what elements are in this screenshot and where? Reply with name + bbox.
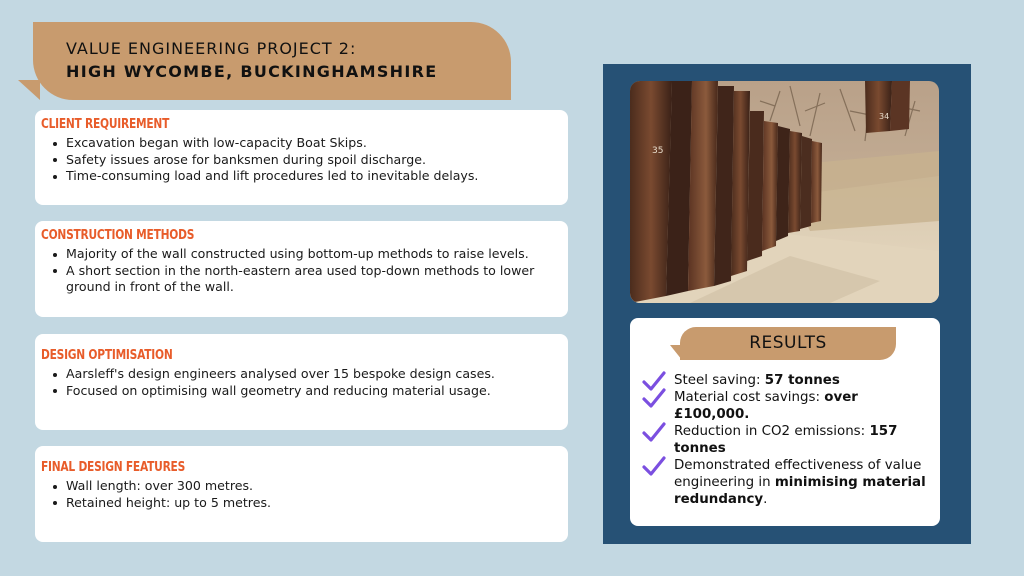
result-item-value-engineering: [642, 457, 932, 508]
title-banner-tail: [18, 80, 40, 100]
pile-mark: 35: [652, 146, 664, 156]
list-item: Retained height: up to 5 metres.: [51, 495, 558, 512]
title-banner: [33, 22, 511, 100]
sheet-pile-wall-photo: [630, 81, 939, 303]
results-heading: RESULTS: [680, 327, 896, 360]
bullet-list: [41, 246, 558, 296]
result-label: Steel saving:: [674, 373, 765, 388]
card-construction-methods: [35, 221, 568, 317]
bullet-list: [41, 478, 558, 511]
result-item-co2-reduction: [642, 423, 932, 457]
section-heading: CONSTRUCTION METHODS: [41, 228, 195, 243]
section-heading: CLIENT REQUIREMENT: [41, 117, 170, 132]
card-design-optimisation: [35, 334, 568, 430]
result-label: Reduction in CO2 emissions:: [674, 424, 870, 439]
result-suffix: .: [763, 492, 768, 507]
project-title: VALUE ENGINEERING PROJECT 2:: [66, 39, 357, 58]
section-heading: DESIGN OPTIMISATION: [41, 348, 173, 363]
section-heading: FINAL DESIGN FEATURES: [41, 460, 185, 475]
results-list: [642, 372, 932, 508]
checkmark-icon: [642, 421, 666, 443]
checkmark-icon: [642, 387, 666, 409]
pile-mark: 34: [879, 112, 890, 121]
list-item: Majority of the wall constructed using bottom-up methods to raise levels.: [51, 246, 558, 263]
list-item: A short section in the north-eastern area used top-down methods to lower ground in front of the wall.: [51, 263, 558, 296]
card-client-requirement: [35, 110, 568, 205]
result-label: Material cost savings:: [674, 390, 825, 405]
list-item: Safety issues arose for banksmen during spoil discharge.: [51, 152, 558, 169]
list-item: Aarsleff's design engineers analysed over 15 bespoke design cases.: [51, 366, 558, 383]
result-value: 57 tonnes: [764, 373, 840, 388]
result-value: 157 tonnes: [674, 424, 898, 456]
site-photo: [630, 81, 939, 303]
list-item: Time-consuming load and lift procedures led to inevitable delays.: [51, 168, 558, 185]
bullet-list: [41, 366, 558, 399]
list-item: Excavation began with low-capacity Boat Skips.: [51, 135, 558, 152]
bullet-list: [41, 135, 558, 185]
list-item: Wall length: over 300 metres.: [51, 478, 558, 495]
checkmark-icon: [642, 455, 666, 477]
result-label: Demonstrated effectiveness of value engineering in: [674, 458, 922, 490]
result-item-cost-savings: [642, 389, 932, 423]
list-item: Focused on optimising wall geometry and reducing material usage.: [51, 383, 558, 400]
result-item-steel-saving: [642, 372, 932, 389]
result-value: over £100,000.: [674, 390, 858, 422]
result-value: minimising material redundancy: [674, 475, 926, 507]
card-final-design-features: [35, 446, 568, 542]
project-location: HIGH WYCOMBE, BUCKINGHAMSHIRE: [66, 62, 438, 81]
